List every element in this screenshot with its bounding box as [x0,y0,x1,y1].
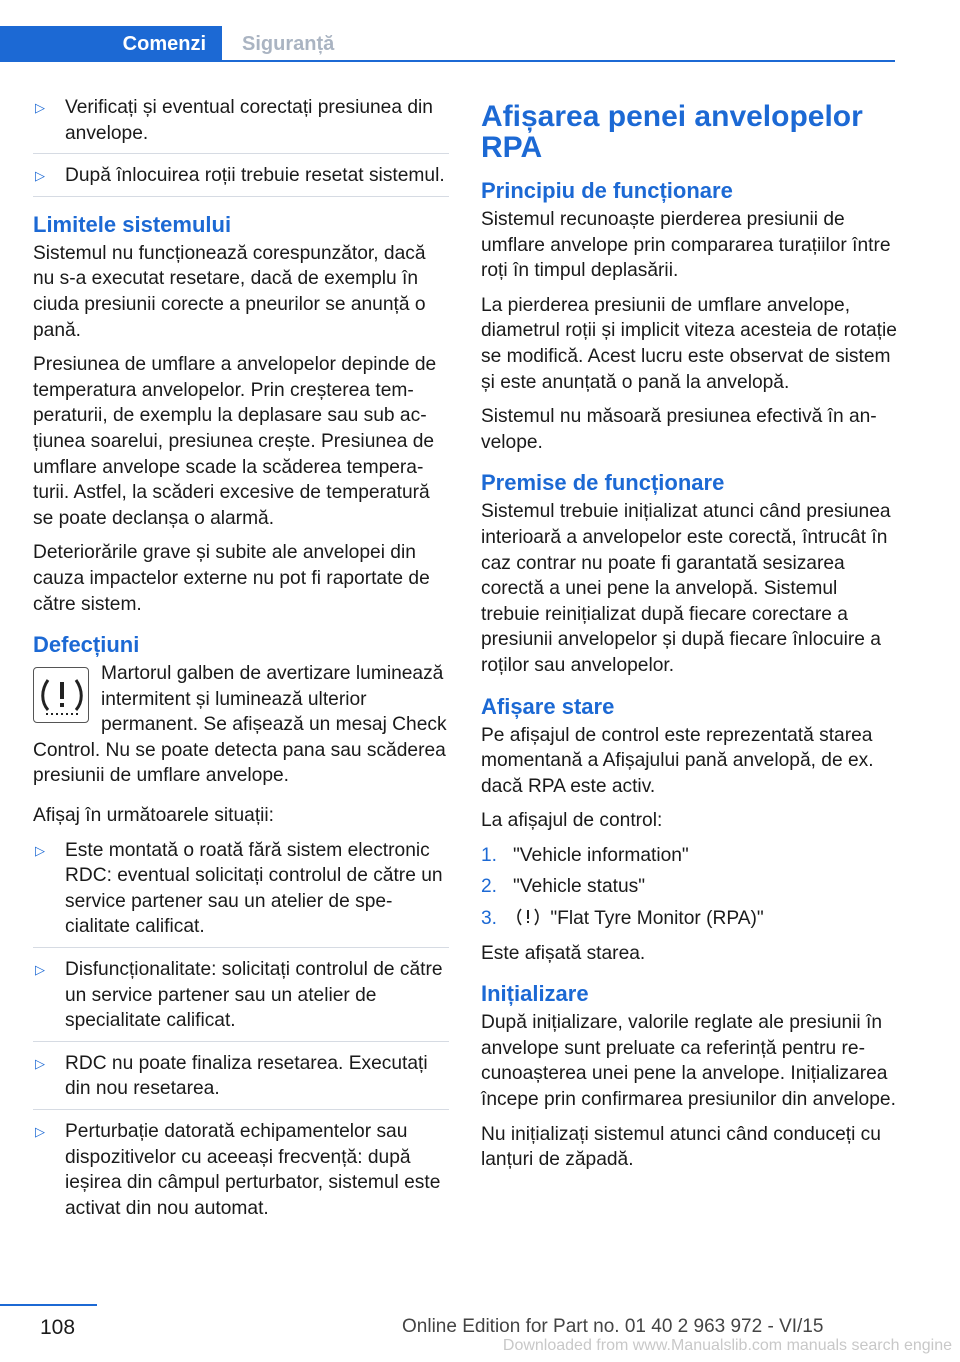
limits-paragraph: Presiunea de umflare a anvelopelor depinde de temperatura anvelopelor. Prin creșterea temperaturii, de exemplu la deplasare sau sub acțiunea soarelui, presiunea crește. Presiunea de umflare anvelope scade la scăderea temperaturii. Astfel, la scăderi excesive de temperatură se poate declanșa o alarmă. [33,354,437,529]
triangle-bullet-icon: ▷ [35,1124,45,1139]
init-paragraph: Nu inițializați sistemul atunci când conduceți cu lanțuri de zăpadă. [481,1123,881,1171]
faults-paragraph: Martorul galben de avertizare luminează intermitent și luminează ulterior permanent. Se afișează un mesaj Check Control. Nu se poate detecta pana sau scăderea presiunii de umflare anvelope. [33,663,447,787]
header-tabbar [0,26,895,62]
faults-heading: Defecțiuni [33,632,140,658]
list-item: 2. "Vehicle status" [481,874,897,900]
footer-divider [0,1304,97,1306]
principle-paragraph: La pierderea presiunii de umflare anvelope, diametrul roții și implicit viteza acesteia de rotație se modifică. Acest lucru este observat de sistem și este anunțată o pană la anvelopă. [481,294,897,393]
triangle-bullet-icon: ▷ [35,100,45,115]
status-paragraph: Pe afișajul de control este reprezentată starea momentană a Afișajului pană anvelopă, de ex. dacă RPA este activ. [481,724,874,797]
list-item: 3. "Flat Tyre Monitor (RPA)" [481,906,897,935]
status-paragraph: Este afișată starea. [481,942,646,964]
left-column [33,95,449,1230]
list-item: ▷ Este montată o roată fără sistem electronic RDC: eventual solicitați controlul de către un service partener sau un atelier de specialitate calificat. [33,838,449,948]
fault-bullet-list [33,838,449,1222]
premises-heading: Premise de funcționare [481,470,725,496]
principle-heading: Principiu de funcționare [481,178,733,203]
triangle-bullet-icon: ▷ [35,842,45,858]
init-paragraph: După inițializare, valorile reglate ale presiunii în anvelope sunt preluate ca referință pentru recunoașterea unei pene la anvelope. Inițializarea începe prin confirmarea presiunilor din anvelope. [481,1012,896,1111]
watermark: Downloaded from www.Manualslib.com manuals search engine [502,1337,952,1354]
limits-paragraph: Sistemul nu funcționează corespunzător, dacă nu s-a executat resetare, dacă de exemplu în ciuda presiunii corecte a pneurilor se anunță o pană. [33,242,426,341]
triangle-bullet-icon: ▷ [35,168,45,184]
tab-comenzi[interactable]: Comenzi [0,26,222,62]
status-heading: Afișare stare [481,693,615,719]
flat-tyre-icon [517,907,539,935]
step-number: 1. [481,844,498,866]
list-item: 1. "Vehicle information" [481,843,897,869]
steps-list [481,843,897,935]
tab-siguranta[interactable]: Siguranță [242,33,335,55]
step-number: 2. [481,876,498,898]
list-item: ▷ Disfuncționalitate: solicitați controlul de către un service partener sau un atelier de specialitate calificat. [33,957,449,1042]
limits-heading: Limitele sistemului [33,211,232,237]
step-number: 3. [481,908,498,930]
list-item: ▷ RDC nu poate finaliza resetarea. Executați din nou resetarea. [33,1051,449,1110]
list-item: ▷ Perturbație datorată echipamentelor sau dispozitivelor cu aceeași frecvență: după ieșirea din câmpul perturbator, sistemul este activat din nou automat. [35,1121,441,1219]
list-item: ▷ După înlocuirea roții trebuie resetat sistemul. [33,163,449,197]
limits-paragraph: Deteriorările grave și subite ale anvelopei din cauza impactelor externe nu pot fi raportate de către sistem. [33,542,430,615]
right-column [481,95,897,1182]
list-item: ▷ Verificați și eventual corectați presiunea din anvelope. [33,95,449,154]
triangle-bullet-icon: ▷ [35,1055,45,1071]
status-paragraph: La afișajul de control: [481,810,663,832]
edition-text: Online Edition for Part no. 01 40 2 963 972 - VI/15 [402,1316,824,1337]
section-title: Afișarea penei anvelopelor RPA [481,100,863,164]
principle-paragraph: Sistemul nu măsoară presiunea efectivă în anvelope. [481,406,877,453]
tyre-pressure-warning-icon [33,667,89,723]
faults-paragraph: Afișaj în următoarele situații: [33,805,275,827]
page-number: 108 [40,1316,76,1339]
top-bullet-list [33,95,449,197]
init-heading: Inițializare [481,981,589,1007]
principle-paragraph: Sistemul recunoaște pierderea presiunii de umflare anvelope prin compararea turațiilor între roți în timpul deplasării. [481,209,891,282]
premises-paragraph: Sistemul trebuie inițializat atunci când presiunea interioară a anvelopelor este corectă, întrucât în caz contrar nu poate fi garantată sesizarea corectă a unei pene la anvelopă. Sistemul trebuie reinițializat după fiecare corectare a presiunii anvelopelor și după fiecare înlocuire a roților sau anvelopelor. [481,501,891,676]
warning-light-block [33,661,449,789]
triangle-bullet-icon: ▷ [35,962,45,978]
